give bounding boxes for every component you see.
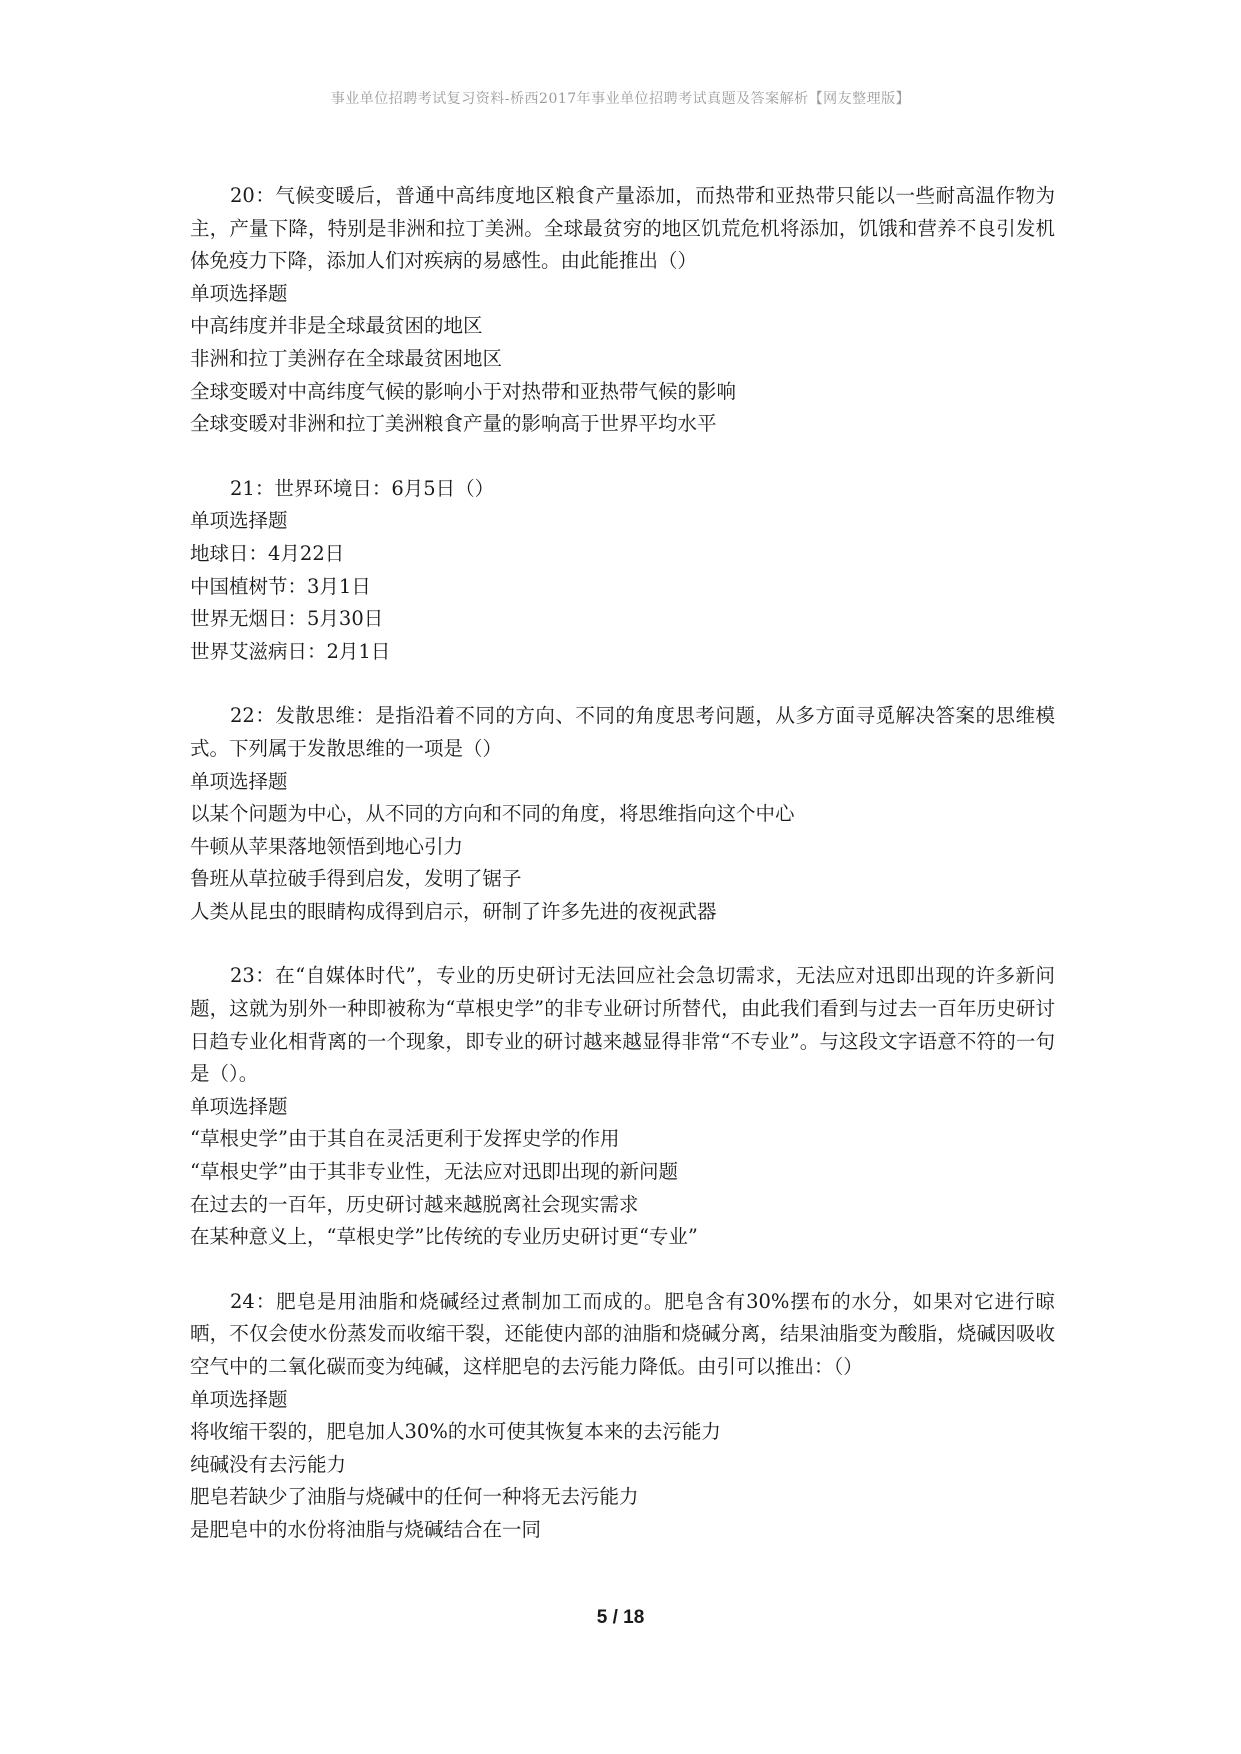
option-d: 全球变暖对非洲和拉丁美洲粮食产量的影响高于世界平均水平 bbox=[190, 412, 717, 436]
question-21 bbox=[190, 473, 1055, 669]
option-a: 中高纬度并非是全球最贫困的地区 bbox=[190, 314, 483, 338]
option-a: 将收缩干裂的，肥皂加人30%的水可使其恢复本来的去污能力 bbox=[190, 1420, 721, 1444]
option-a: 地球日：4月22日 bbox=[190, 541, 345, 565]
option-c: 在过去的一百年，历史研讨越来越脱离社会现实需求 bbox=[190, 1192, 639, 1216]
question-type: 单项选择题 bbox=[190, 1387, 288, 1411]
page-number: 5 / 18 bbox=[596, 1607, 645, 1628]
option-c: 全球变暖对中高纬度气候的影响小于对热带和亚热带气候的影响 bbox=[190, 379, 737, 403]
question-list bbox=[190, 180, 1055, 1579]
question-type: 单项选择题 bbox=[190, 281, 288, 305]
question-stem: 23：在“自媒体时代”，专业的历史研讨无法回应社会急切需求，无法应对迅即出现的许多新问题，这就为别外一种即被称为“草根史学”的非专业研讨所替代，由此我们看到与过去一百年历史研讨日趋专业化相背离的一个现象，即专业的研讨越来越显得非常“不专业”。与这段文字语意不符的一句是（）。 bbox=[190, 964, 1055, 1086]
question-22 bbox=[190, 700, 1055, 928]
question-20 bbox=[190, 180, 1055, 441]
option-d: 世界艾滋病日：2月1日 bbox=[190, 639, 391, 663]
question-stem: 22：发散思维：是指沿着不同的方向、不同的角度思考问题，从多方面寻觅解决答案的思维模式。下列属于发散思维的一项是（） bbox=[190, 704, 1055, 760]
option-b: 纯碱没有去污能力 bbox=[190, 1452, 347, 1476]
option-b: “草根史学”由于其非专业性，无法应对迅即出现的新问题 bbox=[190, 1160, 678, 1184]
question-24 bbox=[190, 1286, 1055, 1547]
question-type: 单项选择题 bbox=[190, 509, 288, 533]
question-23 bbox=[190, 960, 1055, 1253]
option-b: 牛顿从苹果落地领悟到地心引力 bbox=[190, 834, 464, 858]
option-c: 肥皂若缺少了油脂与烧碱中的任何一种将无去污能力 bbox=[190, 1485, 639, 1509]
option-b: 中国植树节：3月1日 bbox=[190, 574, 371, 598]
question-type: 单项选择题 bbox=[190, 769, 288, 793]
question-stem: 24：肥皂是用油脂和烧碱经过煮制加工而成的。肥皂含有30%摆布的水分，如果对它进行晾晒，不仅会使水份蒸发而收缩干裂，还能使内部的油脂和烧碱分离，结果油脂变为酸脂，烧碱因吸收空气中的二氧化碳而变为纯碱，这样肥皂的去污能力降低。由引可以推出：（） bbox=[190, 1289, 1055, 1378]
option-c: 世界无烟日：5月30日 bbox=[190, 607, 384, 631]
question-stem: 20：气候变暖后，普通中高纬度地区粮食产量添加，而热带和亚热带只能以一些耐高温作物为主，产量下降，特别是非洲和拉丁美洲。全球最贫穷的地区饥荒危机将添加，饥饿和营养不良引发机体免疫力下降，添加人们对疾病的易感性。由此能推出（） bbox=[190, 184, 1055, 273]
question-type: 单项选择题 bbox=[190, 1094, 288, 1118]
option-a: “草根史学”由于其自在灵活更利于发挥史学的作用 bbox=[190, 1127, 620, 1151]
option-d: 在某种意义上，“草根史学”比传统的专业历史研讨更“专业” bbox=[190, 1225, 698, 1249]
question-stem: 21：世界环境日：6月5日（） bbox=[230, 476, 495, 500]
option-b: 非洲和拉丁美洲存在全球最贫困地区 bbox=[190, 346, 503, 370]
option-d: 是肥皂中的水份将油脂与烧碱结合在一同 bbox=[190, 1517, 542, 1541]
option-d: 人类从昆虫的眼睛构成得到启示，研制了许多先进的夜视武器 bbox=[190, 899, 717, 923]
option-a: 以某个问题为中心，从不同的方向和不同的角度，将思维指向这个中心 bbox=[190, 802, 795, 826]
page-header: 事业单位招聘考试复习资料-桥西2017年事业单位招聘考试真题及答案解析【网友整理版】 bbox=[330, 91, 911, 107]
option-c: 鲁班从草拉破手得到启发，发明了锯子 bbox=[190, 867, 522, 891]
